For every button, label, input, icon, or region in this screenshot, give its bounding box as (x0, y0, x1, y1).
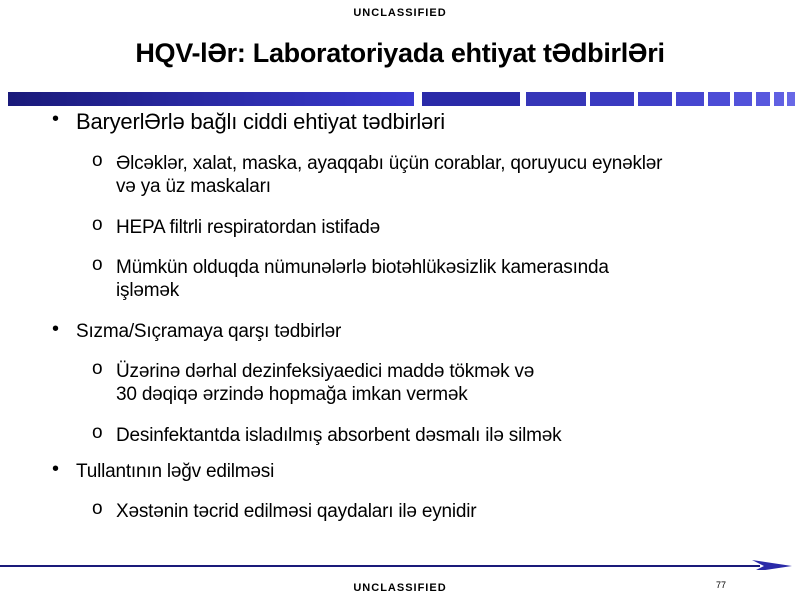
sub-bullet-1-1: Əlcəklər, xalat, maska, ayaqqabı üçün corablar, qoruyucu eynəklər və ya üz maskaları (116, 153, 663, 197)
title-banner (8, 92, 796, 106)
sub-bullet-circle: o (92, 254, 103, 275)
bullet-3: Tullantının ləğv edilməsi (76, 461, 275, 482)
sub-bullet-3-1: Xəstənin təcrid edilməsi qaydaları ilə eynidir (116, 501, 477, 522)
classification-top: UNCLASSIFIED (353, 7, 447, 19)
bullet-dot: • (52, 108, 60, 130)
footer-arrow-line (0, 556, 800, 570)
bullet-2: Sızma/Sıçramaya qarşı tədbirlər (76, 321, 342, 342)
sub-bullet-circle: o (92, 498, 103, 519)
classification-bottom: UNCLASSIFIED (353, 582, 447, 594)
bullet-1: BaryerlƏrlə bağlı ciddi ehtiyat tədbirləri (76, 109, 445, 134)
slide-title: HQV-lƏr: Laboratoriyada ehtiyat tƏdbirlƏri (135, 38, 665, 68)
sub-bullet-2-2: Desinfektantda isladılmış absorbent dəsmalı ilə silmək (116, 425, 562, 446)
sub-bullet-2-1: Üzərinə dərhal dezinfeksiyaedici maddə tökmək və 30 dəqiqə ərzində hopmağa imkan vermək (116, 361, 535, 405)
page-number: 77 (716, 580, 727, 590)
bullet-dot: • (52, 458, 60, 480)
bullet-dot: • (52, 318, 60, 340)
sub-bullet-circle: o (92, 358, 103, 379)
sub-bullet-circle: o (92, 422, 103, 443)
sub-bullet-1-2: HEPA filtrli respiratordan istifadə (116, 217, 381, 238)
sub-bullet-circle: o (92, 150, 103, 171)
sub-bullet-circle: o (92, 214, 103, 235)
sub-bullet-1-3: Mümkün olduqda nümunələrlə biotəhlükəsizlik kamerasında işləmək (116, 257, 609, 301)
